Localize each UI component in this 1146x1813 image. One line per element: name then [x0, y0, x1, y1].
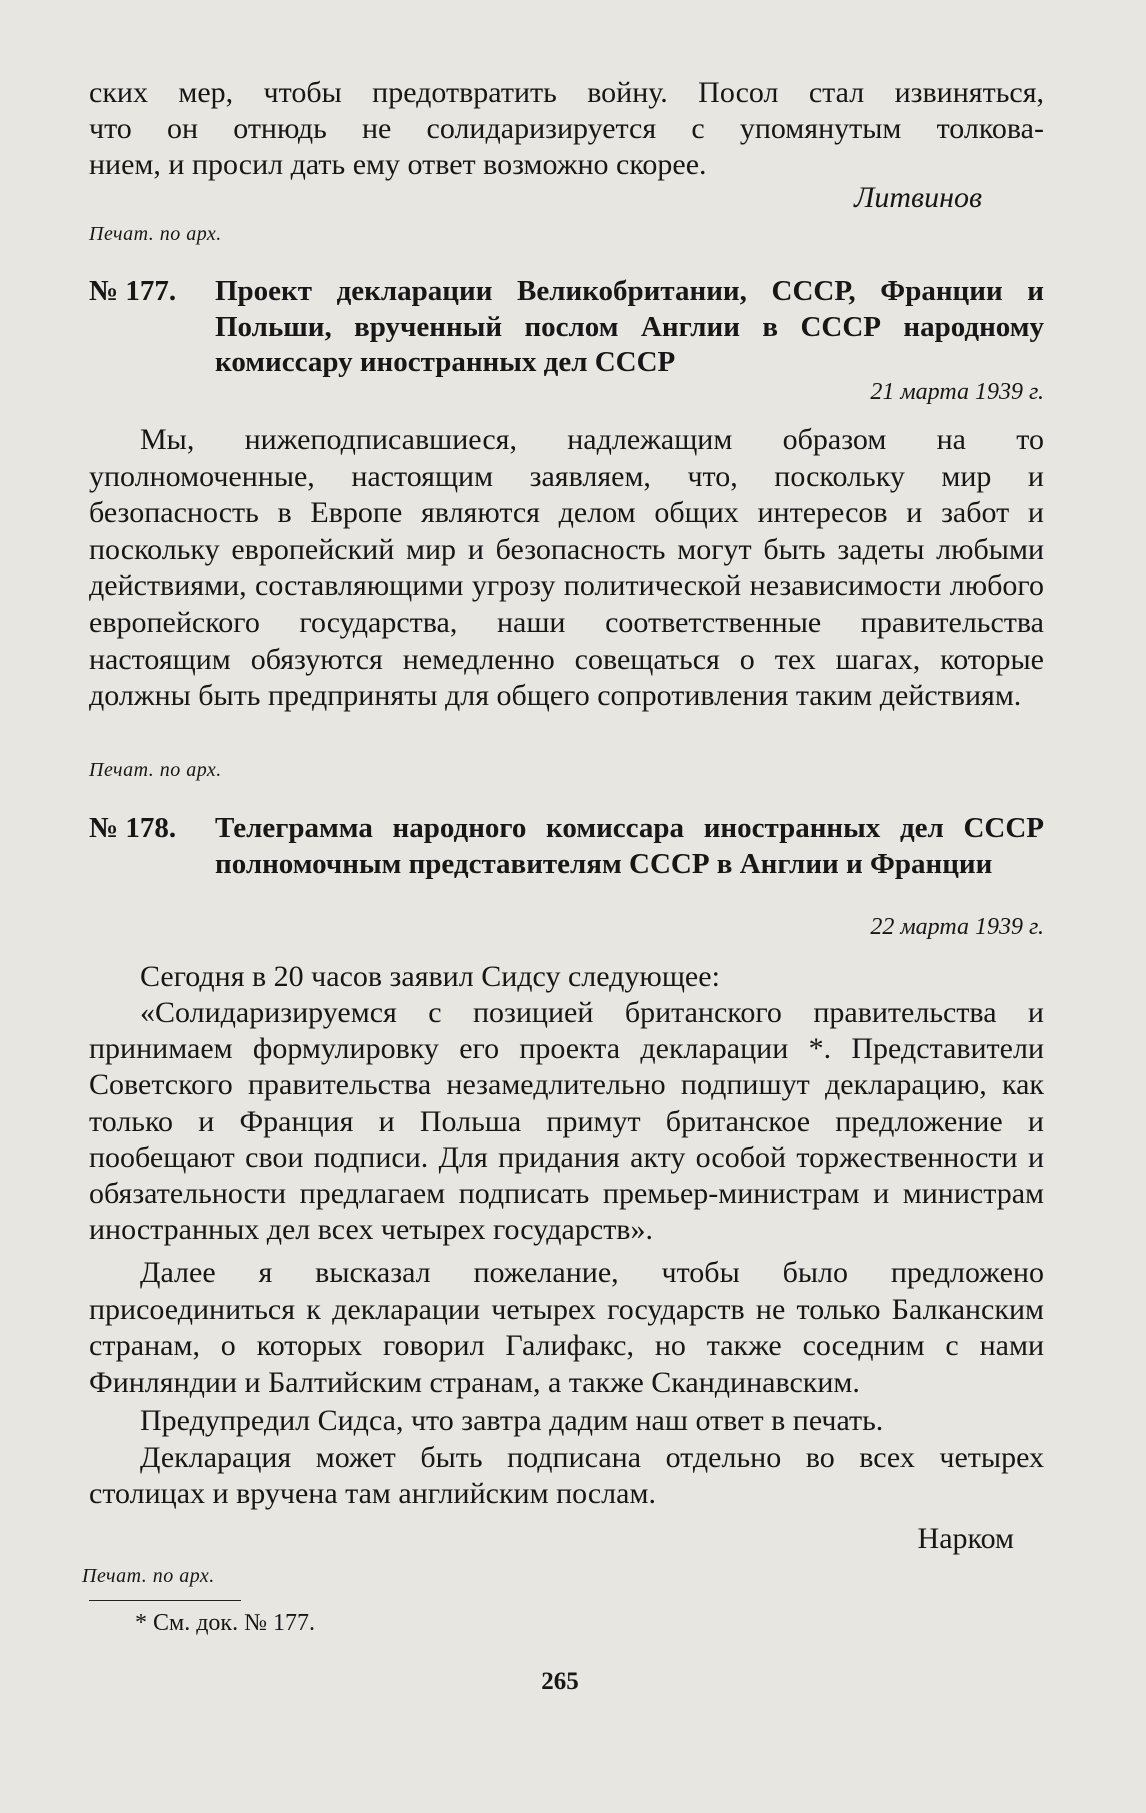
- document-date: 21 марта 1939 г.: [870, 379, 1044, 405]
- paragraph: Предупредил Сидса, что завтра дадим наш ответ в печать.: [140, 1404, 884, 1437]
- text-line: нием, и просил дать ему ответ возможно скорее.: [89, 148, 707, 182]
- source-note: Печат. по арх.: [82, 1565, 215, 1587]
- source-note: Печат. по арх.: [89, 223, 222, 245]
- signature-narkom: Нарком: [917, 1522, 1014, 1555]
- source-note: Печат. по арх.: [89, 759, 222, 781]
- footnote: * См. док. № 177.: [135, 1610, 315, 1636]
- document-date: 22 марта 1939 г.: [870, 914, 1044, 940]
- paragraph: «Солидаризируемся с позицией британского правительства и принимаем формулировку его проекта декларации *. Представители Советского правительства незамедлительно подпишут декларацию, как только и Франция и Польша примут британское предложение и пообещают свои подписи. Для придания акту особой торжественности и обязательности предлагаем подписать премьер-министрам и министрам иностранных дел всех четырех государств».: [89, 996, 1044, 1247]
- page-number: 265: [541, 1668, 579, 1695]
- document-title: Проект декларации Великобритании, СССР, Франции и Польши, врученный послом Англии в СССР народному комиссару иностранных дел СССР: [215, 275, 1044, 378]
- paragraph: Далее я высказал пожелание, чтобы было предложено присоединиться к декларации четырех государств не только Балканским странам, о которых говорил Галифакс, но также соседним с нами Финляндии и Балтийским странам, а также Скандинавским.: [89, 1256, 1044, 1399]
- document-body: Мы, нижеподписавшиеся, надлежащим образом на то уполномоченные, настоящим заявляем, что, поскольку мир и безопасность в Европе являются делом общих интересов и забот и поскольку европейский мир и безопасность могут быть задеты любыми действиями, составляющими угрозу политической независимости любого европейского государства, наши соответственные правительства настоящим обязуются немедленно совещаться о тех шагах, которые должны быть предприняты для общего сопротивления таким действиям.: [89, 423, 1044, 713]
- document-title: Телеграмма народного комиссара иностранных дел СССР полномочным представителям СССР в Англии и Франции: [215, 812, 1044, 880]
- signature-litvinov: Литвинов: [854, 181, 982, 214]
- paragraph: Декларация может быть подписана отдельно во всех четырех столицах и вручена там английским послам.: [89, 1441, 1044, 1511]
- text-line: что он отнюдь не солидаризируется с упомянутым толкова-: [89, 112, 1044, 146]
- footnote-divider: [89, 1600, 241, 1601]
- document-number: № 178.: [89, 812, 177, 844]
- text-line: ских мер, чтобы предотвратить войну. Посол стал извиняться,: [89, 76, 1044, 109]
- document-heading-178: [89, 811, 1044, 882]
- document-heading-177: [89, 274, 1044, 381]
- continuation-paragraph: [89, 75, 1044, 184]
- document-number: № 177.: [89, 275, 177, 307]
- paragraph: Сегодня в 20 часов заявил Сидсу следующее:: [140, 960, 720, 993]
